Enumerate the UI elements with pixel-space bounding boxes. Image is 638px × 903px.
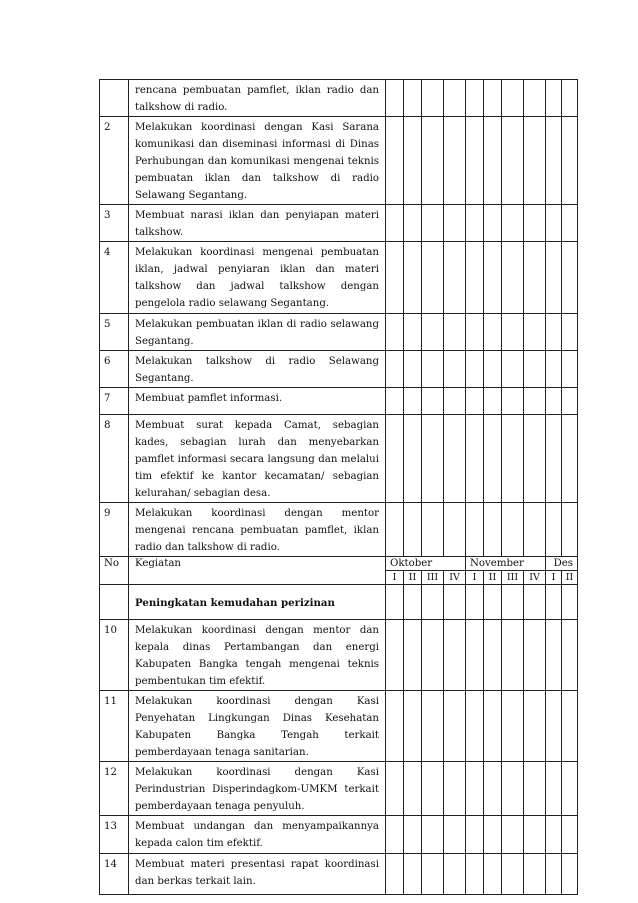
schedule-cell — [502, 854, 524, 895]
week-label: II — [484, 571, 502, 585]
schedule-cell — [404, 205, 422, 242]
schedule-cell — [484, 691, 502, 762]
schedule-cell — [562, 205, 578, 242]
schedule-cell — [386, 117, 404, 205]
table-row — [100, 854, 578, 895]
schedule-cell — [546, 314, 562, 351]
schedule-cell — [562, 816, 578, 854]
section-row — [100, 585, 578, 620]
row-number: 11 — [100, 691, 129, 762]
schedule-cell — [422, 762, 444, 816]
schedule-cell — [404, 80, 422, 117]
schedule-cell — [466, 816, 484, 854]
schedule-cell — [524, 242, 546, 314]
schedule-cell — [444, 242, 466, 314]
schedule-cell — [484, 415, 502, 503]
week-label: I — [386, 571, 404, 585]
schedule-cell — [422, 388, 444, 415]
schedule-cell — [562, 503, 578, 557]
header-month-oktober: Oktober — [386, 557, 466, 571]
schedule-cell — [562, 415, 578, 503]
schedule-cell — [484, 620, 502, 691]
schedule-cell — [524, 80, 546, 117]
table-row — [100, 314, 578, 351]
schedule-cell — [444, 415, 466, 503]
schedule-cell — [562, 585, 578, 620]
schedule-cell — [386, 620, 404, 691]
schedule-cell — [386, 585, 404, 620]
week-label: I — [466, 571, 484, 585]
schedule-cell — [546, 691, 562, 762]
schedule-cell — [404, 816, 422, 854]
schedule-cell — [562, 117, 578, 205]
activity-description: Membuat narasi iklan dan penyiapan materi talkshow. — [129, 205, 386, 242]
schedule-cell — [562, 80, 578, 117]
schedule-cell — [466, 388, 484, 415]
schedule-cell — [502, 691, 524, 762]
schedule-cell — [466, 762, 484, 816]
schedule-cell — [524, 620, 546, 691]
schedule-cell — [466, 691, 484, 762]
schedule-cell — [386, 314, 404, 351]
schedule-cell — [422, 314, 444, 351]
schedule-cell — [386, 762, 404, 816]
header-month-des: Des — [546, 557, 578, 571]
activity-description: Melakukan koordinasi dengan Kasi Penyehatan Lingkungan Dinas Kesehatan Kabupaten Bangka Tengah terkait pemberdayaan tenaga sanitarian. — [129, 691, 386, 762]
schedule-cell — [444, 620, 466, 691]
schedule-cell — [466, 314, 484, 351]
schedule-cell — [524, 503, 546, 557]
schedule-cell — [546, 585, 562, 620]
schedule-cell — [484, 351, 502, 388]
schedule-cell — [386, 80, 404, 117]
schedule-cell — [422, 242, 444, 314]
schedule-cell — [466, 620, 484, 691]
schedule-cell — [386, 205, 404, 242]
schedule-cell — [466, 117, 484, 205]
schedule-cell — [444, 585, 466, 620]
schedule-cell — [422, 351, 444, 388]
schedule-cell — [524, 691, 546, 762]
section-title: Peningkatan kemudahan perizinan — [129, 585, 386, 620]
schedule-cell — [502, 503, 524, 557]
schedule-cell — [444, 351, 466, 388]
row-number: 13 — [100, 816, 129, 854]
table-row — [100, 762, 578, 816]
activity-description: Melakukan talkshow di radio Selawang Segantang. — [129, 351, 386, 388]
schedule-cell — [502, 351, 524, 388]
schedule-cell — [404, 314, 422, 351]
week-label: II — [562, 571, 578, 585]
schedule-cell — [524, 762, 546, 816]
activity-description: Melakukan koordinasi dengan Kasi Sarana komunikasi dan diseminasi informasi di Dinas Perhubungan dan komunikasi mengenai teknis pembuatan iklan dan talkshow di radio Selawang Segantang. — [129, 117, 386, 205]
schedule-cell — [386, 691, 404, 762]
table-row — [100, 620, 578, 691]
schedule-cell — [444, 205, 466, 242]
table-row — [100, 351, 578, 388]
schedule-cell — [502, 314, 524, 351]
header-no: No — [100, 557, 129, 585]
schedule-cell — [444, 314, 466, 351]
schedule-cell — [466, 351, 484, 388]
table-row — [100, 388, 578, 415]
schedule-cell — [422, 80, 444, 117]
row-number: 5 — [100, 314, 129, 351]
schedule-cell — [404, 585, 422, 620]
table-row — [100, 816, 578, 854]
schedule-cell — [546, 205, 562, 242]
row-number: 8 — [100, 415, 129, 503]
schedule-cell — [546, 117, 562, 205]
schedule-cell — [386, 415, 404, 503]
schedule-cell — [562, 314, 578, 351]
table-row — [100, 117, 578, 205]
schedule-cell — [444, 691, 466, 762]
week-label: III — [502, 571, 524, 585]
schedule-cell — [502, 242, 524, 314]
schedule-cell — [422, 117, 444, 205]
schedule-cell — [466, 415, 484, 503]
week-label: IV — [524, 571, 546, 585]
schedule-cell — [502, 620, 524, 691]
schedule-cell — [524, 351, 546, 388]
row-number: 10 — [100, 620, 129, 691]
schedule-cell — [444, 117, 466, 205]
schedule-cell — [524, 816, 546, 854]
schedule-cell — [386, 816, 404, 854]
week-label: II — [404, 571, 422, 585]
table-row — [100, 691, 578, 762]
schedule-cell — [562, 242, 578, 314]
schedule-cell — [546, 80, 562, 117]
schedule-cell — [502, 585, 524, 620]
activity-description: rencana pembuatan pamflet, iklan radio dan talkshow di radio. — [129, 80, 386, 117]
schedule-cell — [524, 415, 546, 503]
schedule-cell — [524, 314, 546, 351]
schedule-cell — [562, 620, 578, 691]
row-number: 7 — [100, 388, 129, 415]
schedule-cell — [386, 503, 404, 557]
schedule-cell — [546, 242, 562, 314]
schedule-cell — [562, 691, 578, 762]
schedule-cell — [422, 816, 444, 854]
schedule-cell — [484, 854, 502, 895]
schedule-cell — [546, 351, 562, 388]
schedule-cell — [562, 762, 578, 816]
schedule-cell — [524, 585, 546, 620]
schedule-cell — [466, 80, 484, 117]
row-number: 6 — [100, 351, 129, 388]
schedule-cell — [466, 503, 484, 557]
schedule-cell — [562, 388, 578, 415]
schedule-cell — [546, 620, 562, 691]
schedule-cell — [524, 205, 546, 242]
header-kegiatan: Kegiatan — [129, 557, 386, 585]
schedule-cell — [562, 351, 578, 388]
row-number: 12 — [100, 762, 129, 816]
row-number: 4 — [100, 242, 129, 314]
row-number: 2 — [100, 117, 129, 205]
schedule-cell — [404, 854, 422, 895]
schedule-cell — [404, 242, 422, 314]
schedule-cell — [386, 242, 404, 314]
activity-description: Melakukan koordinasi dengan mentor dan kepala dinas Pertambangan dan energi Kabupaten Bangka tengah mengenai teknis pembentukan tim efektif. — [129, 620, 386, 691]
schedule-cell — [422, 585, 444, 620]
schedule-cell — [546, 415, 562, 503]
schedule-cell — [404, 762, 422, 816]
schedule-cell — [466, 585, 484, 620]
schedule-table — [99, 79, 578, 895]
schedule-cell — [484, 762, 502, 816]
schedule-cell — [466, 242, 484, 314]
schedule-cell — [404, 388, 422, 415]
schedule-cell — [444, 503, 466, 557]
schedule-cell — [422, 620, 444, 691]
table-header-row — [100, 557, 578, 571]
schedule-cell — [404, 691, 422, 762]
schedule-cell — [484, 816, 502, 854]
activity-description: Melakukan pembuatan iklan di radio selawang Segantang. — [129, 314, 386, 351]
schedule-cell — [524, 388, 546, 415]
schedule-cell — [444, 816, 466, 854]
schedule-cell — [404, 503, 422, 557]
schedule-cell — [484, 117, 502, 205]
schedule-cell — [444, 854, 466, 895]
schedule-cell — [546, 816, 562, 854]
schedule-cell — [466, 854, 484, 895]
schedule-cell — [484, 80, 502, 117]
schedule-cell — [444, 80, 466, 117]
schedule-cell — [562, 854, 578, 895]
activity-description: Membuat undangan dan menyampaikannya kepada calon tim efektif. — [129, 816, 386, 854]
schedule-cell — [502, 117, 524, 205]
schedule-cell — [386, 351, 404, 388]
table-row — [100, 80, 578, 117]
schedule-cell — [546, 762, 562, 816]
schedule-cell — [466, 205, 484, 242]
schedule-cell — [444, 762, 466, 816]
header-month-november: November — [466, 557, 546, 571]
table-row — [100, 503, 578, 557]
schedule-cell — [404, 117, 422, 205]
schedule-cell — [484, 242, 502, 314]
table-row — [100, 242, 578, 314]
schedule-cell — [386, 388, 404, 415]
schedule-cell — [422, 205, 444, 242]
schedule-cell — [422, 854, 444, 895]
schedule-cell — [484, 205, 502, 242]
schedule-cell — [484, 585, 502, 620]
week-label: I — [546, 571, 562, 585]
table-row — [100, 205, 578, 242]
row-number: 9 — [100, 503, 129, 557]
schedule-cell — [502, 205, 524, 242]
row-number — [100, 80, 129, 117]
schedule-cell — [546, 854, 562, 895]
activity-description: Melakukan koordinasi dengan Kasi Perindustrian Disperindagkom-UMKM terkait pemberdayaan tenaga penyuluh. — [129, 762, 386, 816]
activity-description: Melakukan koordinasi mengenai pembuatan iklan, jadwal penyiaran iklan dan materi talkshow dan jadwal talkshow dengan pengelola radio selawang Segantang. — [129, 242, 386, 314]
schedule-cell — [404, 620, 422, 691]
schedule-cell — [546, 388, 562, 415]
schedule-cell — [484, 503, 502, 557]
schedule-cell — [404, 351, 422, 388]
week-label: III — [422, 571, 444, 585]
schedule-cell — [502, 388, 524, 415]
schedule-cell — [502, 80, 524, 117]
schedule-cell — [386, 854, 404, 895]
schedule-cell — [524, 854, 546, 895]
schedule-cell — [502, 415, 524, 503]
row-number: 14 — [100, 854, 129, 895]
schedule-cell — [484, 314, 502, 351]
week-label: IV — [444, 571, 466, 585]
schedule-cell — [404, 415, 422, 503]
activity-description: Membuat materi presentasi rapat koordinasi dan berkas terkait lain. — [129, 854, 386, 895]
schedule-cell — [422, 691, 444, 762]
schedule-cell — [484, 388, 502, 415]
schedule-cell — [524, 117, 546, 205]
activity-description: Membuat pamflet informasi. — [129, 388, 386, 415]
schedule-cell — [444, 388, 466, 415]
schedule-cell — [546, 503, 562, 557]
schedule-cell — [422, 503, 444, 557]
section-no-cell — [100, 585, 129, 620]
activity-description: Membuat surat kepada Camat, sebagian kades, sebagian lurah dan menyebarkan pamflet informasi secara langsung dan melalui tim efektif ke kantor kecamatan/ sebagian kelurahan/ sebagian desa. — [129, 415, 386, 503]
row-number: 3 — [100, 205, 129, 242]
schedule-cell — [502, 816, 524, 854]
schedule-cell — [422, 415, 444, 503]
schedule-cell — [502, 762, 524, 816]
table-row — [100, 415, 578, 503]
activity-description: Melakukan koordinasi dengan mentor mengenai rencana pembuatan pamflet, iklan radio dan talkshow di radio. — [129, 503, 386, 557]
